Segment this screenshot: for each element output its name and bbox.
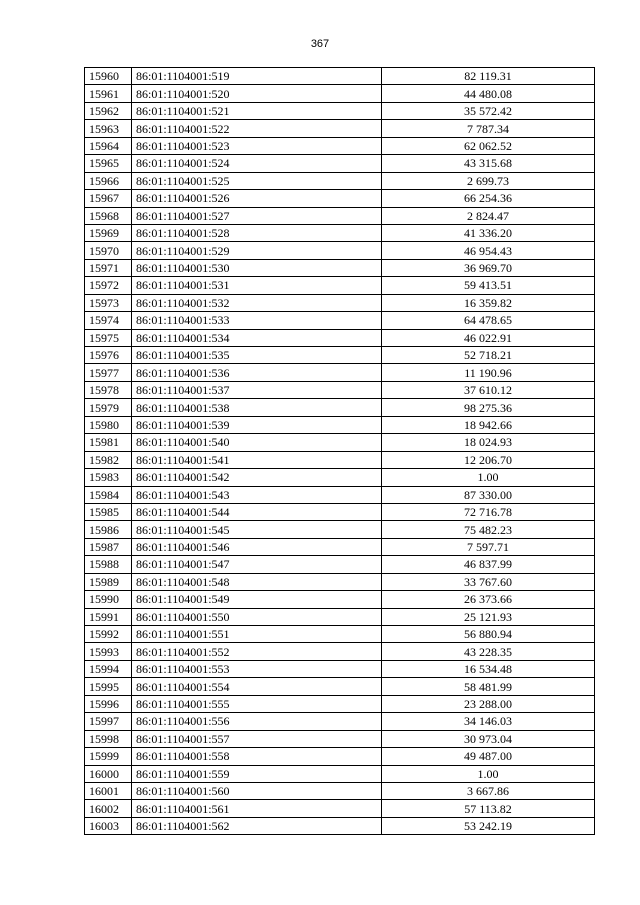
table-row <box>85 137 595 154</box>
row-number: 15975 <box>85 329 132 346</box>
table-row <box>85 294 595 311</box>
table-row <box>85 68 595 85</box>
row-number: 15988 <box>85 556 132 573</box>
cadastral-value: 33 767.60 <box>382 573 595 590</box>
cadastral-value: 25 121.93 <box>382 608 595 625</box>
row-number: 15963 <box>85 120 132 137</box>
cadastral-number: 86:01:1104001:547 <box>132 556 382 573</box>
cadastral-number: 86:01:1104001:527 <box>132 207 382 224</box>
row-number: 15971 <box>85 259 132 276</box>
row-number: 15984 <box>85 486 132 503</box>
cadastral-value: 58 481.99 <box>382 678 595 695</box>
cadastral-value: 1.00 <box>382 765 595 782</box>
table-row <box>85 573 595 590</box>
table-row <box>85 364 595 381</box>
table-row <box>85 469 595 486</box>
cadastral-value: 43 315.68 <box>382 155 595 172</box>
row-number: 16001 <box>85 782 132 799</box>
cadastral-number: 86:01:1104001:560 <box>132 782 382 799</box>
table-row <box>85 521 595 538</box>
table-row <box>85 399 595 416</box>
cadastral-number: 86:01:1104001:532 <box>132 294 382 311</box>
cadastral-value: 18 024.93 <box>382 434 595 451</box>
cadastral-number: 86:01:1104001:526 <box>132 190 382 207</box>
cadastral-number: 86:01:1104001:555 <box>132 695 382 712</box>
cadastral-value: 52 718.21 <box>382 347 595 364</box>
cadastral-number: 86:01:1104001:554 <box>132 678 382 695</box>
row-number: 15969 <box>85 224 132 241</box>
row-number: 15998 <box>85 730 132 747</box>
cadastral-value: 35 572.42 <box>382 102 595 119</box>
row-number: 15985 <box>85 503 132 520</box>
cadastral-value: 87 330.00 <box>382 486 595 503</box>
table-row <box>85 102 595 119</box>
cadastral-value: 7 597.71 <box>382 538 595 555</box>
cadastral-value: 46 954.43 <box>382 242 595 259</box>
cadastral-number: 86:01:1104001:539 <box>132 416 382 433</box>
cadastral-value: 62 062.52 <box>382 137 595 154</box>
row-number: 15977 <box>85 364 132 381</box>
table-row <box>85 503 595 520</box>
table-row <box>85 591 595 608</box>
row-number: 15986 <box>85 521 132 538</box>
cadastral-number: 86:01:1104001:524 <box>132 155 382 172</box>
table-row <box>85 748 595 765</box>
cadastral-value: 56 880.94 <box>382 626 595 643</box>
cadastral-number: 86:01:1104001:540 <box>132 434 382 451</box>
table-row <box>85 434 595 451</box>
row-number: 15982 <box>85 451 132 468</box>
table-row <box>85 277 595 294</box>
table-row <box>85 800 595 817</box>
cadastral-value: 16 534.48 <box>382 660 595 677</box>
cadastral-number: 86:01:1104001:553 <box>132 660 382 677</box>
row-number: 16000 <box>85 765 132 782</box>
cadastral-value: 1.00 <box>382 469 595 486</box>
cadastral-number: 86:01:1104001:533 <box>132 312 382 329</box>
cadastral-number: 86:01:1104001:558 <box>132 748 382 765</box>
row-number: 15989 <box>85 573 132 590</box>
row-number: 15962 <box>85 102 132 119</box>
cadastral-number: 86:01:1104001:543 <box>132 486 382 503</box>
cadastral-number: 86:01:1104001:537 <box>132 381 382 398</box>
row-number: 15987 <box>85 538 132 555</box>
row-number: 15974 <box>85 312 132 329</box>
cadastral-number: 86:01:1104001:538 <box>132 399 382 416</box>
cadastral-number: 86:01:1104001:552 <box>132 643 382 660</box>
row-number: 15999 <box>85 748 132 765</box>
cadastral-value: 53 242.19 <box>382 817 595 834</box>
row-number: 15972 <box>85 277 132 294</box>
row-number: 15983 <box>85 469 132 486</box>
row-number: 15993 <box>85 643 132 660</box>
table-row <box>85 765 595 782</box>
cadastral-number: 86:01:1104001:530 <box>132 259 382 276</box>
cadastral-value: 41 336.20 <box>382 224 595 241</box>
cadastral-value: 2 699.73 <box>382 172 595 189</box>
cadastral-number: 86:01:1104001:522 <box>132 120 382 137</box>
cadastral-value: 2 824.47 <box>382 207 595 224</box>
table-row <box>85 608 595 625</box>
cadastral-value: 7 787.34 <box>382 120 595 137</box>
table-row <box>85 329 595 346</box>
cadastral-number: 86:01:1104001:545 <box>132 521 382 538</box>
row-number: 15980 <box>85 416 132 433</box>
table-row <box>85 556 595 573</box>
table-row <box>85 190 595 207</box>
cadastral-value-table <box>84 67 595 835</box>
table-row <box>85 85 595 102</box>
cadastral-number: 86:01:1104001:542 <box>132 469 382 486</box>
cadastral-number: 86:01:1104001:521 <box>132 102 382 119</box>
cadastral-number: 86:01:1104001:528 <box>132 224 382 241</box>
cadastral-number: 86:01:1104001:556 <box>132 713 382 730</box>
table-row <box>85 347 595 364</box>
cadastral-value: 72 716.78 <box>382 503 595 520</box>
table-row <box>85 155 595 172</box>
row-number: 16002 <box>85 800 132 817</box>
table-row <box>85 660 595 677</box>
cadastral-number: 86:01:1104001:536 <box>132 364 382 381</box>
cadastral-number: 86:01:1104001:531 <box>132 277 382 294</box>
cadastral-value: 37 610.12 <box>382 381 595 398</box>
cadastral-number: 86:01:1104001:541 <box>132 451 382 468</box>
cadastral-number: 86:01:1104001:535 <box>132 347 382 364</box>
cadastral-value: 36 969.70 <box>382 259 595 276</box>
cadastral-number: 86:01:1104001:548 <box>132 573 382 590</box>
cadastral-number: 86:01:1104001:546 <box>132 538 382 555</box>
cadastral-number: 86:01:1104001:557 <box>132 730 382 747</box>
row-number: 15978 <box>85 381 132 398</box>
table-row <box>85 643 595 660</box>
table-row <box>85 416 595 433</box>
table-row <box>85 172 595 189</box>
cadastral-number: 86:01:1104001:549 <box>132 591 382 608</box>
row-number: 15960 <box>85 68 132 85</box>
table-row <box>85 259 595 276</box>
table-row <box>85 312 595 329</box>
cadastral-number: 86:01:1104001:534 <box>132 329 382 346</box>
row-number: 15991 <box>85 608 132 625</box>
row-number: 15979 <box>85 399 132 416</box>
cadastral-value: 43 228.35 <box>382 643 595 660</box>
cadastral-value: 57 113.82 <box>382 800 595 817</box>
cadastral-number: 86:01:1104001:544 <box>132 503 382 520</box>
row-number: 15992 <box>85 626 132 643</box>
cadastral-value: 3 667.86 <box>382 782 595 799</box>
cadastral-value: 34 146.03 <box>382 713 595 730</box>
cadastral-value: 66 254.36 <box>382 190 595 207</box>
table-row <box>85 713 595 730</box>
table-row <box>85 626 595 643</box>
cadastral-number: 86:01:1104001:529 <box>132 242 382 259</box>
row-number: 15996 <box>85 695 132 712</box>
table-row <box>85 451 595 468</box>
cadastral-value: 12 206.70 <box>382 451 595 468</box>
cadastral-number: 86:01:1104001:562 <box>132 817 382 834</box>
cadastral-number: 86:01:1104001:551 <box>132 626 382 643</box>
row-number: 15997 <box>85 713 132 730</box>
row-number: 15966 <box>85 172 132 189</box>
table-row <box>85 120 595 137</box>
table-row <box>85 224 595 241</box>
cadastral-value: 18 942.66 <box>382 416 595 433</box>
cadastral-value: 75 482.23 <box>382 521 595 538</box>
cadastral-number: 86:01:1104001:523 <box>132 137 382 154</box>
table-row <box>85 695 595 712</box>
row-number: 16003 <box>85 817 132 834</box>
row-number: 15976 <box>85 347 132 364</box>
cadastral-value: 26 373.66 <box>382 591 595 608</box>
cadastral-value: 64 478.65 <box>382 312 595 329</box>
row-number: 15973 <box>85 294 132 311</box>
cadastral-value: 44 480.08 <box>382 85 595 102</box>
table-body <box>85 68 595 835</box>
cadastral-number: 86:01:1104001:525 <box>132 172 382 189</box>
cadastral-value: 11 190.96 <box>382 364 595 381</box>
table-row <box>85 538 595 555</box>
cadastral-number: 86:01:1104001:561 <box>132 800 382 817</box>
table-row <box>85 817 595 834</box>
row-number: 15981 <box>85 434 132 451</box>
table-row <box>85 242 595 259</box>
cadastral-number: 86:01:1104001:550 <box>132 608 382 625</box>
row-number: 15990 <box>85 591 132 608</box>
page-number: 367 <box>310 38 330 50</box>
row-number: 15964 <box>85 137 132 154</box>
row-number: 15968 <box>85 207 132 224</box>
cadastral-value: 23 288.00 <box>382 695 595 712</box>
table-row <box>85 782 595 799</box>
table-row <box>85 678 595 695</box>
cadastral-value: 98 275.36 <box>382 399 595 416</box>
table-row <box>85 207 595 224</box>
cadastral-number: 86:01:1104001:519 <box>132 68 382 85</box>
row-number: 15970 <box>85 242 132 259</box>
cadastral-value: 16 359.82 <box>382 294 595 311</box>
table-row <box>85 486 595 503</box>
row-number: 15994 <box>85 660 132 677</box>
cadastral-value: 49 487.00 <box>382 748 595 765</box>
cadastral-value: 59 413.51 <box>382 277 595 294</box>
row-number: 15961 <box>85 85 132 102</box>
cadastral-value: 30 973.04 <box>382 730 595 747</box>
row-number: 15967 <box>85 190 132 207</box>
row-number: 15965 <box>85 155 132 172</box>
cadastral-value: 46 837.99 <box>382 556 595 573</box>
cadastral-value: 82 119.31 <box>382 68 595 85</box>
cadastral-value: 46 022.91 <box>382 329 595 346</box>
row-number: 15995 <box>85 678 132 695</box>
cadastral-number: 86:01:1104001:559 <box>132 765 382 782</box>
table-row <box>85 730 595 747</box>
cadastral-number: 86:01:1104001:520 <box>132 85 382 102</box>
table-row <box>85 381 595 398</box>
